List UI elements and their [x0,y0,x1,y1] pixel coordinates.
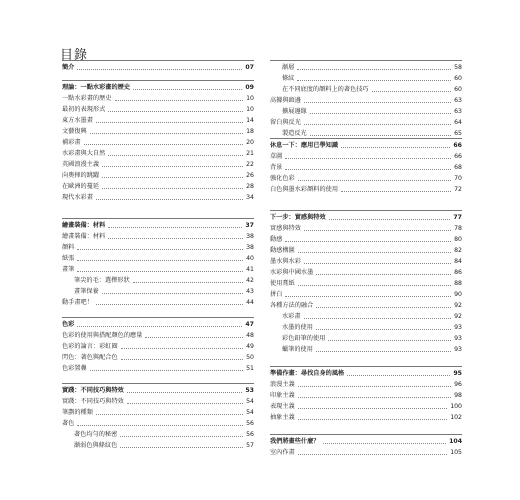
dot-leader [102,293,243,294]
toc-page-number: 88 [454,280,462,287]
toc-page-number: 77 [453,214,462,221]
toc-page-number: 60 [454,86,462,93]
dot-leader [316,351,451,352]
toc-entry[interactable] [62,362,254,373]
toc-entry[interactable] [62,125,254,136]
toc-entry[interactable] [270,321,462,332]
dot-leader [297,80,451,81]
dot-leader [297,69,451,70]
toc-entry-label: 下一步：實感與特效 [270,214,326,221]
toc-entry[interactable] [62,136,254,147]
toc-entry-label: 水墨的使用 [282,324,313,331]
dot-leader [77,271,243,272]
toc-page-number: 64 [454,119,462,126]
dot-leader [298,252,451,253]
toc-entry[interactable] [270,94,462,105]
toc-entry[interactable] [270,343,462,354]
toc-chapter-heading[interactable] [62,384,254,395]
toc-entry[interactable] [270,244,462,255]
dot-leader [285,158,451,159]
toc-chapter-heading[interactable] [62,81,254,92]
toc-entry-label: 色彩置疊 [62,365,87,372]
toc-entry[interactable] [62,274,254,285]
dot-leader [108,111,243,112]
toc-page-number: 105 [450,449,462,456]
toc-entry-label: 著色 [62,420,75,427]
toc-right-column [270,60,462,457]
toc-page-number: 63 [454,108,462,115]
dot-leader [77,69,242,70]
toc-page-number: 37 [245,222,254,229]
toc-entry-label: 閃色：著色與配合色 [62,354,118,361]
toc-entry[interactable] [270,411,462,422]
toc-section [62,80,254,202]
dot-leader [372,91,452,92]
toc-entry[interactable] [270,105,462,116]
dot-leader [285,169,451,170]
toc-page-number: 34 [246,194,254,201]
toc-entry-label: 水彩畫 [282,313,301,320]
toc-entry[interactable] [270,255,462,266]
dot-leader [316,307,451,308]
dot-leader [77,249,243,250]
toc-entry-label: 墨水與水彩 [270,258,301,265]
dot-leader [102,166,243,167]
toc-page-number: 21 [246,150,254,157]
toc-page-number: 84 [454,258,462,265]
dot-leader [298,285,451,286]
toc-page-number: 14 [246,117,254,124]
toc-entry-label: 強化色彩 [270,175,295,182]
dot-leader [285,241,451,242]
toc-entry-label: 英國浪漫主義 [62,161,100,168]
dot-leader [304,124,451,125]
toc-entry[interactable] [62,351,254,362]
dot-leader [145,337,243,338]
toc-page-number: 80 [454,236,462,243]
dot-leader [298,408,447,409]
toc-entry[interactable] [270,150,462,161]
toc-entry-label: 著色均勻的秘密 [74,431,118,438]
toc-entry[interactable] [270,299,462,310]
toc-entry[interactable] [62,241,254,252]
toc-entry-label: 蠟筆的使用 [282,346,313,353]
toc-entry-label: 色彩 [62,321,75,328]
toc-section [62,383,254,450]
toc-entry[interactable] [62,395,254,406]
dot-leader [285,296,451,297]
toc-entry-label: 草圖 [270,153,283,160]
dot-leader [96,414,243,415]
toc-page-number: 38 [246,233,254,240]
dot-leader [316,274,451,275]
toc-entry-label: 理論：一點水彩畫的歷史 [62,84,131,91]
toc-entry-label: 顏料 [62,244,75,251]
toc-entry-label: 彩色鉛筆的使用 [282,335,326,342]
toc-entry-label: 使用膏紙 [270,280,295,287]
toc-page-number: 86 [454,269,462,276]
toc-page-number: 66 [454,153,462,160]
toc-entry[interactable] [62,114,254,125]
toc-entry[interactable] [62,230,254,241]
toc-section [62,60,254,72]
dot-leader [96,122,243,123]
toc-page-number: 26 [246,172,254,179]
toc-page-number: 54 [246,409,254,416]
toc-entry-label: 東方水墨畫 [62,117,93,124]
toc-section [270,366,462,422]
toc-chapter-heading[interactable] [270,211,462,222]
toc-entry-label: 在歐洲的蔓延 [62,183,100,190]
toc-entry-label: 我們將畫些什麼？ [270,438,320,445]
toc-entry-label: 條紋 [282,75,295,82]
dot-leader [304,102,451,103]
toc-entry-label: 實踐：不同技巧與特效 [62,387,124,394]
dot-leader [323,443,447,444]
toc-entry-label: 浪漫主義 [270,381,295,388]
toc-page-number: 95 [453,370,462,377]
toc-page-number: 54 [246,398,254,405]
dot-leader [341,191,451,192]
toc-page-number: 07 [245,64,254,71]
toc-chapter-heading[interactable] [62,61,254,72]
toc-page-number: 78 [454,225,462,232]
toc-section [270,138,462,194]
toc-entry[interactable] [270,400,462,411]
toc-entry[interactable] [62,439,254,450]
dot-leader [329,219,451,220]
toc-entry-label: 簡介 [62,64,75,71]
toc-page-number: 72 [454,186,462,193]
toc-page-number: 49 [246,343,254,350]
page-title: 目錄 [60,48,89,63]
toc-page-number: 100 [450,403,462,410]
toc-entry-label: 筆劃的種類 [62,409,93,416]
dot-leader [108,238,243,239]
toc-entry-label: 水彩與中國水墨 [270,269,314,276]
dot-leader [298,180,451,181]
toc-entry[interactable] [270,310,462,321]
toc-page-number: 63 [454,97,462,104]
toc-chapter-heading[interactable] [270,139,462,150]
toc-entry-label: 漸層 [282,64,295,71]
toc-page-number: 93 [454,346,462,353]
toc-page-number: 38 [246,244,254,251]
dot-leader [316,329,451,330]
toc-entry-label: 表現主義 [270,403,295,410]
toc-entry-label: 拼白 [270,291,283,298]
toc-entry-label: 紙張 [62,255,75,262]
toc-entry-label: 高據與頭邊 [270,97,301,104]
toc-entry[interactable] [62,340,254,351]
dot-leader [133,89,242,90]
toc-entry[interactable] [270,183,462,194]
toc-page-number: 47 [245,321,254,328]
toc-page-number: 92 [454,302,462,309]
toc-page-number: 93 [454,324,462,331]
toc-section [62,218,254,307]
dot-leader [77,260,243,261]
toc-entry-label: 擴展邊緣 [282,108,307,115]
dot-leader [304,263,451,264]
toc-entry-label: 向奧揮的跳躍 [62,172,100,179]
toc-page-number: 44 [246,299,254,306]
toc-entry-label: 色彩的論言：彩虹圈 [62,343,118,350]
toc-entry-label: 畫筆保養 [74,288,99,295]
toc-entry[interactable] [62,180,254,191]
toc-page-number: 41 [246,266,254,273]
dot-leader [298,397,451,398]
toc-entry[interactable] [62,406,254,417]
toc-entry-label: 白色與墨水彩顏料的使用 [270,186,339,193]
dot-leader [328,340,451,341]
toc-entry[interactable] [62,191,254,202]
dot-leader [90,133,243,134]
toc-chapter-heading[interactable] [62,318,254,329]
toc-entry[interactable] [62,263,254,274]
toc-page-number: 48 [246,332,254,339]
toc-page-number: 70 [454,175,462,182]
toc-page-number: 98 [454,392,462,399]
toc-entry[interactable] [270,127,462,138]
toc-entry-label: 補彩畫 [62,139,81,146]
dot-leader [310,135,451,136]
toc-entry-label: 筆尖的毛：選擇形狀 [74,277,130,284]
toc-entry-label: 畫筆 [62,266,75,273]
toc-entry-label: 色彩的使用與搭配顏色的應量 [62,332,143,339]
toc-page-number: 57 [246,442,254,449]
toc-entry-label: 各種方法的融合 [270,302,314,309]
toc-page-number: 60 [454,75,462,82]
toc-entry-label: 休息一下：應用已學知識 [270,142,339,149]
toc-entry-label: 一點水彩畫的歷史 [62,95,112,102]
toc-page-number: 53 [245,387,254,394]
toc-entry-label: 留白與反光 [270,119,301,126]
toc-page-number: 56 [246,431,254,438]
toc-entry[interactable] [270,389,462,400]
toc-entry[interactable] [270,172,462,183]
toc-page-number: 20 [246,139,254,146]
dot-leader [121,359,243,360]
toc-left-column [62,60,254,450]
toc-entry[interactable] [270,277,462,288]
toc-page-number: 92 [454,313,462,320]
dot-leader [298,454,447,455]
toc-entry-label: 繪畫裝備：材料 [62,222,106,229]
toc-section [270,210,462,354]
dot-leader [121,348,243,349]
toc-entry[interactable] [270,233,462,244]
dot-leader [127,392,243,393]
toc-entry-label: 文藝復興 [62,128,87,135]
toc-page-number: 09 [245,84,254,91]
toc-entry[interactable] [270,116,462,127]
toc-entry[interactable] [270,446,462,457]
toc-entry[interactable] [270,378,462,389]
toc-chapter-heading[interactable] [62,219,254,230]
dot-leader [115,100,244,101]
dot-leader [304,230,451,231]
toc-entry-label: 背景 [270,164,283,171]
toc-entry-label: 繪畫裝備：材料 [62,233,106,240]
dot-leader [304,318,452,319]
toc-entry[interactable] [270,161,462,172]
toc-page-number: 51 [246,365,254,372]
dot-leader [90,370,243,371]
toc-entry[interactable] [270,288,462,299]
toc-entry-label: 最初的表現形式 [62,106,106,113]
toc-section [62,317,254,373]
toc-entry-label: 製造反光 [282,130,307,137]
dot-leader [77,326,242,327]
toc-entry[interactable] [62,329,254,340]
dot-leader [298,386,451,387]
toc-page-number: 50 [246,354,254,361]
dot-leader [96,199,243,200]
dot-leader [347,375,450,376]
toc-section [270,434,462,457]
toc-entry-label: 抽象主義 [270,414,295,421]
toc-page-number: 22 [246,161,254,168]
toc-page-number: 10 [246,106,254,113]
toc-entry-label: 漸弱色與條紋色 [74,442,118,449]
dot-leader [108,227,242,228]
dot-leader [310,113,451,114]
toc-entry[interactable] [62,428,254,439]
toc-entry-label: 準備作畫：尋找自身的風格 [270,370,345,377]
toc-entry[interactable] [270,222,462,233]
toc-entry-label: 動手畫吧！ [62,299,93,306]
dot-leader [120,436,243,437]
toc-entry[interactable] [62,417,254,428]
toc-entry-label: 在不同底度的顏料上的著色技巧 [282,86,369,93]
toc-entry-label: 實踐：不同技巧與特效 [62,398,124,405]
toc-page-number: 96 [454,381,462,388]
dot-leader [102,177,243,178]
toc-chapter-heading[interactable] [270,367,462,378]
toc-page-number: 28 [246,183,254,190]
toc-entry-label: 印象主義 [270,392,295,399]
toc-entry-label: 現代水彩畫 [62,194,93,201]
toc-page-number: 10 [246,95,254,102]
dot-leader [77,425,243,426]
dot-leader [133,282,243,283]
toc-page-number: 18 [246,128,254,135]
toc-entry[interactable] [270,72,462,83]
toc-entry[interactable] [62,158,254,169]
toc-entry[interactable] [62,147,254,158]
toc-page-number: 82 [454,247,462,254]
toc-page-number: 56 [246,420,254,427]
toc-page-number: 58 [454,64,462,71]
toc-entry[interactable] [62,92,254,103]
toc-page-number: 43 [246,288,254,295]
toc-entry[interactable] [62,296,254,307]
toc-entry-label: 動感構圖 [270,247,295,254]
toc-section [270,60,462,138]
dot-leader [120,447,243,448]
toc-page-number: 90 [454,291,462,298]
toc-page-number: 66 [453,142,462,149]
toc-entry[interactable] [62,103,254,114]
toc-chapter-heading[interactable] [270,435,462,446]
dot-leader [84,144,244,145]
dot-leader [298,419,447,420]
toc-entry[interactable] [270,332,462,343]
toc-page-number: 102 [450,414,462,421]
toc-entry[interactable] [62,285,254,296]
toc-page-number: 65 [454,130,462,137]
toc-page-number: 42 [246,277,254,284]
dot-leader [108,155,243,156]
toc-entry-label: 室內作畫 [270,449,295,456]
dot-leader [127,403,243,404]
toc-page-number: 40 [246,255,254,262]
toc-page-number: 93 [454,335,462,342]
dot-leader [96,304,243,305]
toc-entry[interactable] [270,61,462,72]
toc-entry-label: 實感與特效 [270,225,301,232]
dot-leader [341,147,450,148]
toc-entry[interactable] [270,266,462,277]
toc-page-number: 104 [449,438,462,445]
dot-leader [102,188,243,189]
toc-entry-label: 水彩畫與大自然 [62,150,106,157]
toc-entry[interactable] [62,252,254,263]
toc-entry-label: 動感 [270,236,283,243]
toc-page-number: 68 [454,164,462,171]
toc-entry[interactable] [62,169,254,180]
toc-entry[interactable] [270,83,462,94]
